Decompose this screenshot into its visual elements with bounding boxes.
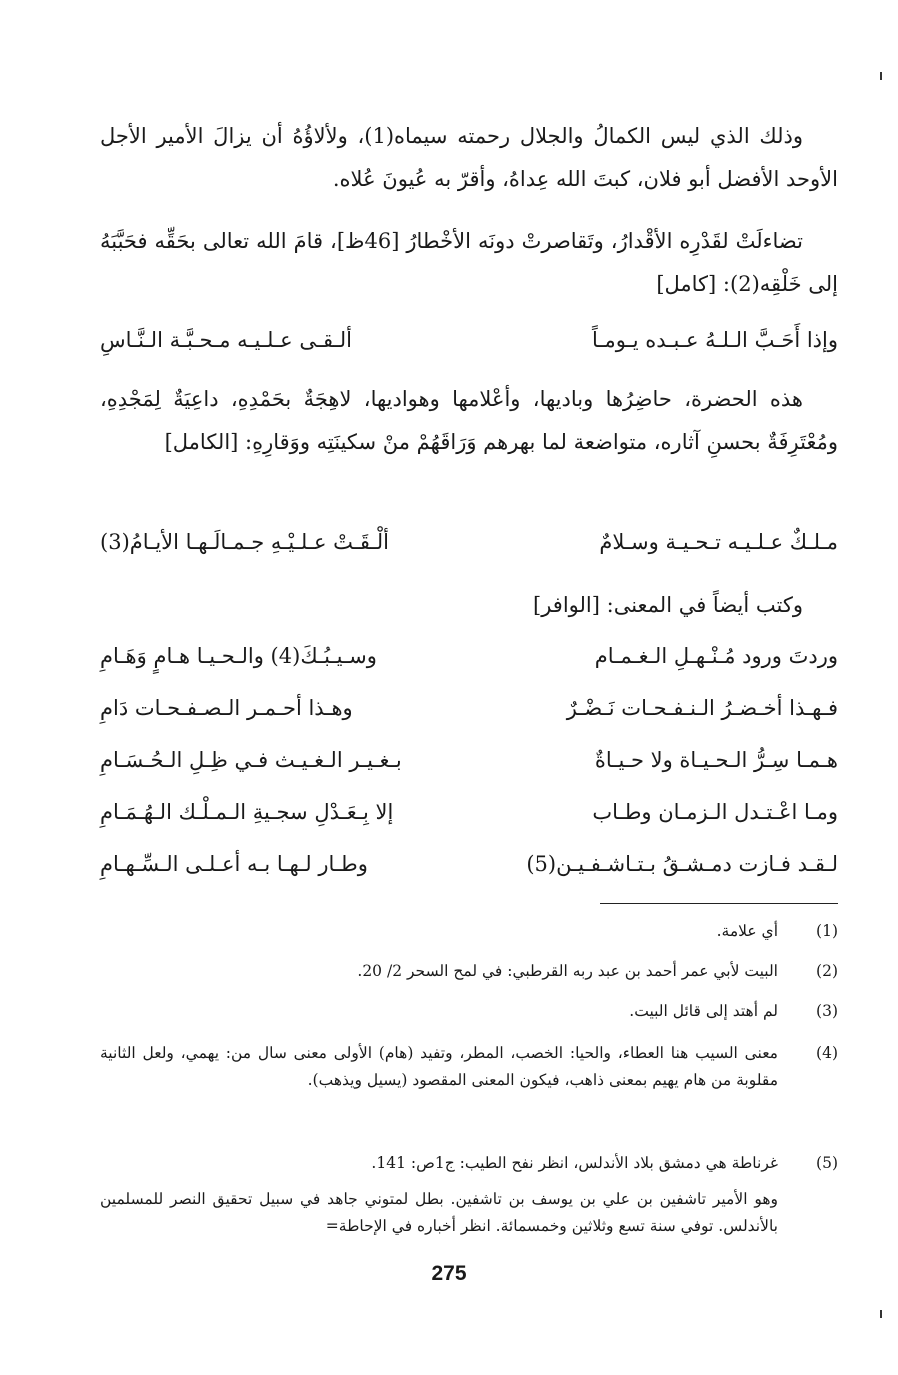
verse-second-hemistich: وسـيـبُـكَ(4) والـحـيـا هـامٍ وَهَـامِ bbox=[100, 644, 377, 668]
paragraph-1: وذلك الذي ليس الكمالُ والجلال رحمته سيماه(1)، ولألاؤُهُ أن يزالَ الأمير الأجل الأوحد الأفضل أبو فلان، كبتَ الله عِداهُ، وأقرّ به عُيونَ عُلاه. bbox=[100, 124, 838, 191]
verse-first-hemistich: وردتَ ورود مُـنْـهـلِ الـغـمـام bbox=[594, 644, 838, 668]
verse-second-hemistich: وهـذا أحـمـر الـصـفـحـات دَامِ bbox=[100, 696, 353, 720]
scan-mark bbox=[880, 1310, 882, 1318]
footnote-number: (1) bbox=[816, 922, 838, 940]
verse-line-2 bbox=[100, 522, 838, 562]
footnote-4 bbox=[100, 1040, 838, 1094]
paragraph-2: تضاءلَتْ لقَدْرِه الأقْدارُ، وتَقاصرتْ دونَه الأخْطارُ [46ظ]، قامَ الله تعالى بحَقِّه فحَبَّبَهُ إلى خَلْقِه(2): [كامل] bbox=[100, 229, 838, 296]
footnote-1 bbox=[100, 918, 838, 945]
paragraph-3: هذه الحضرة، حاضِرُها وباديها، وأعْلامها وهواديها، لاهِجَةٌ بحَمْدِهِ، داعِيَةٌ لِمَجْدِهِ، ومُعْتَرِفَةٌ بحسنِ آثاره، متواضعة لما بهرهم وَرَاقَهُمْ منْ سكينَتِه ووَقارِهِ: [الكامل] bbox=[100, 387, 838, 454]
paragraph-4: وكتب أيضاً في المعنى: [الوافر] bbox=[533, 593, 803, 617]
verse-first-hemistich: لـقـد فـازت دمـشـقُ بـتـاشـفـيـن(5) bbox=[526, 852, 838, 876]
footnote-3 bbox=[100, 998, 838, 1025]
verse-first-hemistich: وإذا أَحَـبَّ الـلـهُ عـبـده يـومـاً bbox=[591, 328, 838, 352]
verse-first-hemistich: هـمـا سِـرُّ الـحـيـاة ولا حـيـاةٌ bbox=[594, 748, 838, 772]
verse-first-hemistich: فـهـذا أخـضـرُ الـنـفـحـات نَـضْـرٌ bbox=[566, 696, 838, 720]
footnote-number: (3) bbox=[816, 1002, 838, 1020]
verse-first-hemistich: ومـا اعْـتـدل الـزمـان وطـاب bbox=[592, 800, 838, 824]
footnote-text: أي علامة. bbox=[716, 922, 778, 940]
scan-mark bbox=[880, 72, 882, 80]
footnote-number: (2) bbox=[816, 962, 838, 980]
verse-first-hemistich: مـلـكٌ عـلـيـه تـحـيـة وسـلامٌ bbox=[599, 530, 838, 554]
footnote-continuation: وهو الأمير تاشفين بن علي بن يوسف بن تاشفين. بطل لمتوني جاهد في سبيل تحقيق النصر للمسلمين بالأندلس. توفي سنة تسع وثلاثين وخمسمائة. انظر أخباره في الإحاطة= bbox=[100, 1190, 778, 1235]
verse-second-hemistich: ألْـقَـتْ عـلـيْـهِ جـمـالَـهـا الأيـامُ(3) bbox=[100, 530, 389, 554]
verse-second-hemistich: وطـار لـهـا بـه أعـلـى الـسِّـهـامِ bbox=[100, 852, 368, 876]
verse-second-hemistich: إلا بِـعَـدْلِ سجـيةِ الـمـلْـك الـهُـمَـامِ bbox=[100, 800, 394, 824]
footnote-2 bbox=[100, 958, 838, 985]
footnote-text: غرناطة هي دمشق بلاد الأندلس، انظر نفح الطيب: ج1ص: 141. bbox=[371, 1154, 778, 1172]
verse-line-3 bbox=[100, 636, 838, 676]
footnote-text: البيت لأبي عمر أحمد بن عبد ربه القرطبي: في لمح السحر 2/ 20. bbox=[357, 962, 778, 980]
verse-second-hemistich: بـغـيـر الـغـيـث فـي ظِـلِ الـحُـسَـامِ bbox=[100, 748, 402, 772]
page-number: 275 bbox=[431, 1262, 467, 1285]
verse-line-6 bbox=[100, 792, 838, 832]
verse-line-1 bbox=[100, 320, 838, 360]
footnote-number: (4) bbox=[816, 1044, 838, 1062]
verse-line-4 bbox=[100, 688, 838, 728]
footnote-number: (5) bbox=[816, 1154, 838, 1172]
footnote-text: معنى السيب هنا العطاء، والحيا: الخصب، المطر، وتفيد (هام) الأولى معنى سال من: يهمي، ولعل الثانية مقلوبة من هام يهيم بمعنى ذاهب، فيكون المعنى المقصود (يسيل ويذهب). bbox=[100, 1044, 778, 1089]
verse-line-5 bbox=[100, 740, 838, 780]
footnote-5 bbox=[100, 1150, 838, 1177]
footnote-text: لم أهتد إلى قائل البيت. bbox=[629, 1002, 778, 1020]
footnote-separator bbox=[600, 903, 838, 904]
verse-line-7 bbox=[100, 844, 838, 884]
verse-second-hemistich: ألـقـى عـلـيـه مـحـبَّـة الـنَّـاسِ bbox=[100, 328, 352, 352]
